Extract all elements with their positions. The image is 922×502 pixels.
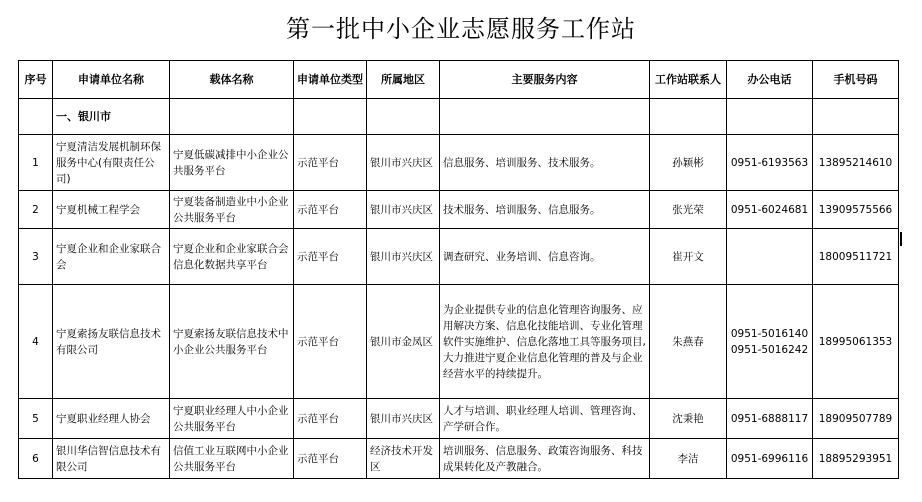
header-office: 办公电话 [727,61,813,99]
row-carrier: 宁夏职业经理人中小企业公共服务平台 [170,399,294,439]
header-contact: 工作站联系人 [650,61,727,99]
table-row [19,439,899,479]
row-contact: 朱燕春 [650,285,727,399]
table-row [19,399,899,439]
row-seq: 6 [19,439,53,479]
row-contact: 李洁 [650,439,727,479]
row-carrier: 宁夏装备制造业中小企业公共服务平台 [170,191,294,229]
row-seq: 5 [19,399,53,439]
row-applicant: 宁夏清洁发展机制环保服务中心(有限责任公司) [53,135,170,191]
table-row [19,285,899,399]
row-service: 人才与培训、职业经理人培训、管理咨询、产学研合作。 [440,399,650,439]
row-type: 示范平台 [294,191,367,229]
row-mobile: 18895293951 [813,439,899,479]
row-type: 示范平台 [294,229,367,285]
region-label: 一、银川市 [53,99,170,135]
row-type: 示范平台 [294,399,367,439]
row-area: 经济技术开发区 [367,439,440,479]
office-phone: 0951-5016242 [730,343,809,356]
text-cursor [900,232,902,246]
row-type: 示范平台 [294,285,367,399]
table-row [19,191,899,229]
row-area: 银川市兴庆区 [367,191,440,229]
header-carrier: 载体名称 [170,61,294,99]
header-service: 主要服务内容 [440,61,650,99]
header-row [19,61,899,99]
office-phone: 0951-6024681 [730,203,809,216]
row-applicant: 宁夏索扬友联信息技术有限公司 [53,285,170,399]
row-seq: 2 [19,191,53,229]
row-applicant: 银川华信智信息技术有限公司 [53,439,170,479]
header-area: 所属地区 [367,61,440,99]
row-area: 银川市兴庆区 [367,399,440,439]
row-applicant: 宁夏职业经理人协会 [53,399,170,439]
row-mobile: 13909575566 [813,191,899,229]
header-seq: 序号 [19,61,53,99]
row-service: 信息服务、培训服务、技术服务。 [440,135,650,191]
header-type: 申请单位类型 [294,61,367,99]
row-office [727,439,813,479]
row-area: 银川市兴庆区 [367,229,440,285]
row-carrier: 宁夏索扬友联信息技术中小企业公共服务平台 [170,285,294,399]
row-office [727,285,813,399]
office-phone: 0951-5016140 [730,327,809,340]
table-row [19,229,899,285]
row-service: 为企业提供专业的信息化管理咨询服务、应用解决方案、信息化技能培训、专业化管理软件实施维护、信息化落地工具等服务项目,大力推进宁夏企业信息化管理的普及与企业经营水平的持续提升。 [440,285,650,399]
region-row [19,99,899,135]
page-title: 第一批中小企业志愿服务工作站 [286,15,636,43]
row-carrier: 宁夏低碳减排中小企业公共服务平台 [170,135,294,191]
row-mobile: 18009511721 [813,229,899,285]
row-carrier: 宁夏企业和企业家联合会信息化数据共享平台 [170,229,294,285]
row-carrier: 信值工业互联网中小企业公共服务平台 [170,439,294,479]
row-area: 银川市兴庆区 [367,135,440,191]
row-service: 调查研究、业务培训、信息咨询。 [440,229,650,285]
row-contact: 沈秉艳 [650,399,727,439]
row-mobile: 18995061353 [813,285,899,399]
row-office [727,191,813,229]
row-seq: 3 [19,229,53,285]
row-type: 示范平台 [294,439,367,479]
row-seq: 1 [19,135,53,191]
row-service: 培训服务、信息服务、政策咨询服务、科技成果转化及产教融合。 [440,439,650,479]
row-applicant: 宁夏机械工程学会 [53,191,170,229]
row-contact: 张光荣 [650,191,727,229]
row-contact: 崔开文 [650,229,727,285]
header-applicant: 申请单位名称 [53,61,170,99]
office-phone: 0951-6193563 [730,156,809,169]
row-mobile: 13895214610 [813,135,899,191]
header-mobile: 手机号码 [813,61,899,99]
workstation-table [18,60,899,479]
row-office [727,135,813,191]
row-service: 技术服务、培训服务、信息服务。 [440,191,650,229]
row-contact: 孙颖彬 [650,135,727,191]
row-applicant: 宁夏企业和企业家联合会 [53,229,170,285]
office-phone: 0951-6888117 [730,412,809,425]
row-type: 示范平台 [294,135,367,191]
row-area: 银川市金凤区 [367,285,440,399]
row-office [727,229,813,285]
row-office [727,399,813,439]
row-mobile: 18909507789 [813,399,899,439]
table-row [19,135,899,191]
row-seq: 4 [19,285,53,399]
office-phone: 0951-6996116 [730,452,809,465]
